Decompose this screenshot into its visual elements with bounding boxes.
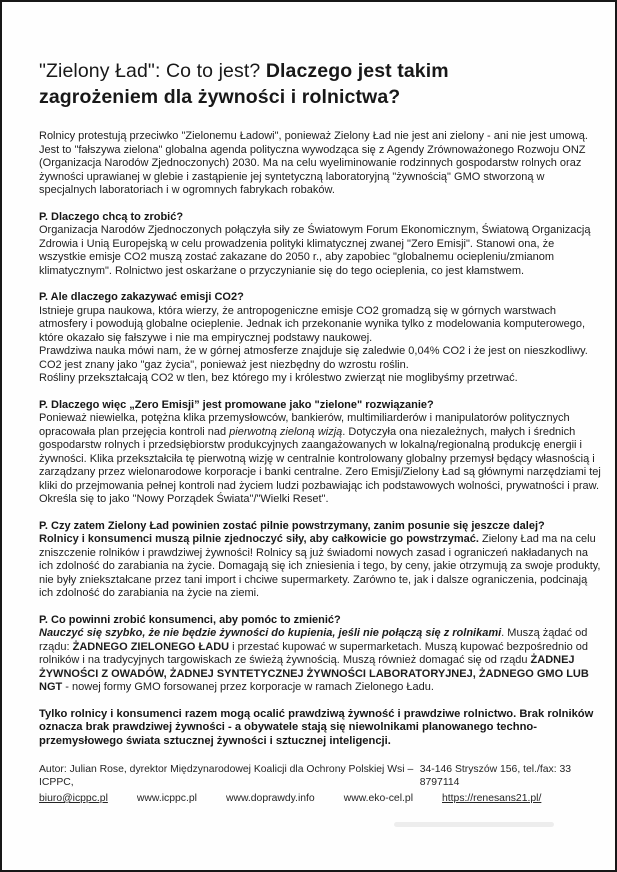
title-bold-line1: Dlaczego jest takim [265,60,449,82]
footer [39,763,601,805]
page-title [39,58,601,110]
section-heading: P. Czy zatem Zielony Ład powinien zostać pilnie powstrzymany, zanim posunie się jeszcze dalej? [39,519,545,532]
website-eko-cel: www.eko-cel.pl [343,792,413,804]
footer-author-line [39,763,601,789]
bold-lead-sentence: Rolnicy i konsumenci muszą pilnie zjednoczyć siły, aby całkowicie go powstrzymać. [39,533,479,545]
scan-artifact [394,822,554,827]
title-regular-part: "Zielony Ład": Co to jest? [39,60,266,82]
section-zero-emissions-green [39,399,601,507]
section-paragraph: Prawdziwa nauka mówi nam, że w górnej atmosferze znajduje się zaledwie 0,04% CO2 i że jest on nieszkodliwy. CO2 jest znany jako "gaz życia", ponieważ jest niezbędny do wzrostu roślin. [39,345,588,371]
bold-demand-text: ŻADNEJ ŻYWNOŚCI Z OWADÓW, ŻADNEJ SYNTETYCZNEJ ŻYWNOŚCI LABORATORYJNEJ, ŻADNEGO GMO LUB NGT [39,654,589,693]
author-credit: Autor: Julian Rose, dyrektor Międzynarodowej Koalicji dla Ochrony Polskiej Wsi – ICPPC, [39,763,414,788]
section-heading: P. Co powinni zrobić konsumenci, aby pomóc to zmienić? [39,613,341,626]
section-heading: P. Ale dlaczego zakazywać emisji CO2? [39,291,244,303]
section-heading: P. Dlaczego chcą to zrobić? [39,210,184,223]
footer-links-line [39,792,601,805]
website-renesans-link[interactable]: https://renesans21.pl/ [442,792,542,804]
italic-phrase: pierwotną zieloną wizją [229,425,343,438]
section-body [39,627,601,695]
body-text: Ponieważ niewielka, potężna klika przemysłowców, bankierów, multimiliarderów i manipulatorów politycznych opracowała plan przejęcia kontroli nad [39,412,570,438]
section-why-do-it [39,211,601,279]
bold-demand-text: ŻADNEGO ZIELONEGO ŁADU [72,640,230,653]
section-stop-green-deal [39,520,601,601]
website-doprawdy: www.doprawdy.info [225,792,315,804]
body-text: . Muszą żądać od rządu: [39,627,588,653]
bold-italic-sentence: Nauczyć się szybko, że nie będzie żywności do kupienia, jeśli nie połączą się z rolnikami [39,627,502,639]
section-paragraph: Rośliny przekształcają CO2 w tlen, bez którego my i królestwo zwierząt nie moglibyśmy przetrwać. [39,372,518,384]
section-body [39,533,601,601]
section-why-ban-co2 [39,291,601,386]
email-link[interactable]: biuro@icppc.pl [39,792,108,804]
intro-paragraph: Rolnicy protestują przeciwko "Zielonemu Ładowi", ponieważ Zielony Ład nie jest ani zielony - ani nie jest umową. Jest to "fałszywa zielona" globalna agenda polityczna wywodząca się z Agendy Zrównoważonego Rozwoju ONZ (Organizacja Narodów Zjednoczonych) 2030. Ma na celu wyeliminowanie rodzinnych gospodarstw rolnych oraz żywności uprawianej w glebie i zastąpienie jej syntetyczną laboratoryjną "żywnością" GMO stworzoną w specjalnych laboratoriach i w ogromnych fabrykach robaków. [39,130,588,196]
body-text: - nowej formy GMO forsowanej przez korporacje w ramach Zielonego Ładu. [62,681,434,693]
section-body [39,412,601,507]
contact-address: 34-146 Stryszów 156, tel./fax: 33 8797114 [419,763,572,788]
section-body: Organizacja Narodów Zjednoczonych połączyła siły ze Światowym Forum Ekonomicznym, Światową Organizacją Zdrowia i Unią Europejską w celu prowadzenia polityki klimatycznej zwanej "Zero Emisji". Stanowi ona, że wszystkie emisje CO2 muszą zostać zakazane do 2050 r., aby zapobiec "globalnemu ociepleniu/zmianom klimatycznym". Rolnictwo jest oskarżane o przyczynianie się do tego ocieplenia, co jest kłamstwem. [39,224,591,277]
body-text: . Dotyczyła ona niezależnych, małych i średnich gospodarstw rolnych i przedsiębiorstw produkcyjnych zaangażowanych w lokalną/regionalną produkcję energii i żywności. Klika przekształciła tę pierwotną wizję w centralnie kontrolowany globalny przemysł będący własnością i zarządzany przez wielonarodowe korporacje i banki centralne. Zero Emisji/Zielony Ład są głównymi narzędziami tej kliki do przejmowania pełnej kontroli nad życiem ludzi pozbawiając ich podstawowych wolności, prywatności i praw. Określa się to jako "Nowy Porządek Świata"/"Wielki Reset". [39,425,601,505]
title-bold-line2: zagrożeniem dla żywności i rolnictwa? [39,86,401,108]
section-heading: P. Dlaczego więc „Zero Emisji” jest promowane jako "zielone" rozwiązanie? [39,398,434,411]
section-paragraph: Istnieje grupa naukowa, która wierzy, że antropogeniczne emisje CO2 gromadzą się w górnych warstwach atmosfery i powodują globalne ocieplenie. Jednak ich przekonanie wynika tylko z modelowania komputerowego, które okazało się fałszywe i nie ma empirycznej podstawy naukowej. [39,304,586,344]
section-what-consumers-should-do [39,614,601,695]
closing-statement: Tylko rolnicy i konsumenci razem mogą ocalić prawdziwą żywność i prawdziwe rolnictwo. Brak rolników oznacza brak prawdziwej żywności - a obywatele stają się niewolnikami planowanego techno-przemysłowego świata sztucznej żywności i sztucznej inteligencji. [39,707,594,748]
body-text: i przestać kupować w supermarketach. Muszą kupować bezpośrednio od rolników i na tradycyjnych targowiskach ze świeżą żywnością. Muszą również domagać się od rządu [39,640,588,666]
website-icppc: www.icppc.pl [136,792,197,804]
body-text: Zielony Ład ma na celu zniszczenie rolników i prawdziwej żywności! Rolnicy są już świadomi nowych zasad i ograniczeń nakładanych na ich zdolność do zarabiania na życie. Domagają się ich zniesienia i tego, by ceny, jakie otrzymują za swoje produkty, nie były zniekształcane przez tani import i chciwe supermarkety. Zarówno te, jak i dalsze ograniczenia, podcinają ich zdolność do zarabiania na życie na ziemi. [39,533,601,599]
